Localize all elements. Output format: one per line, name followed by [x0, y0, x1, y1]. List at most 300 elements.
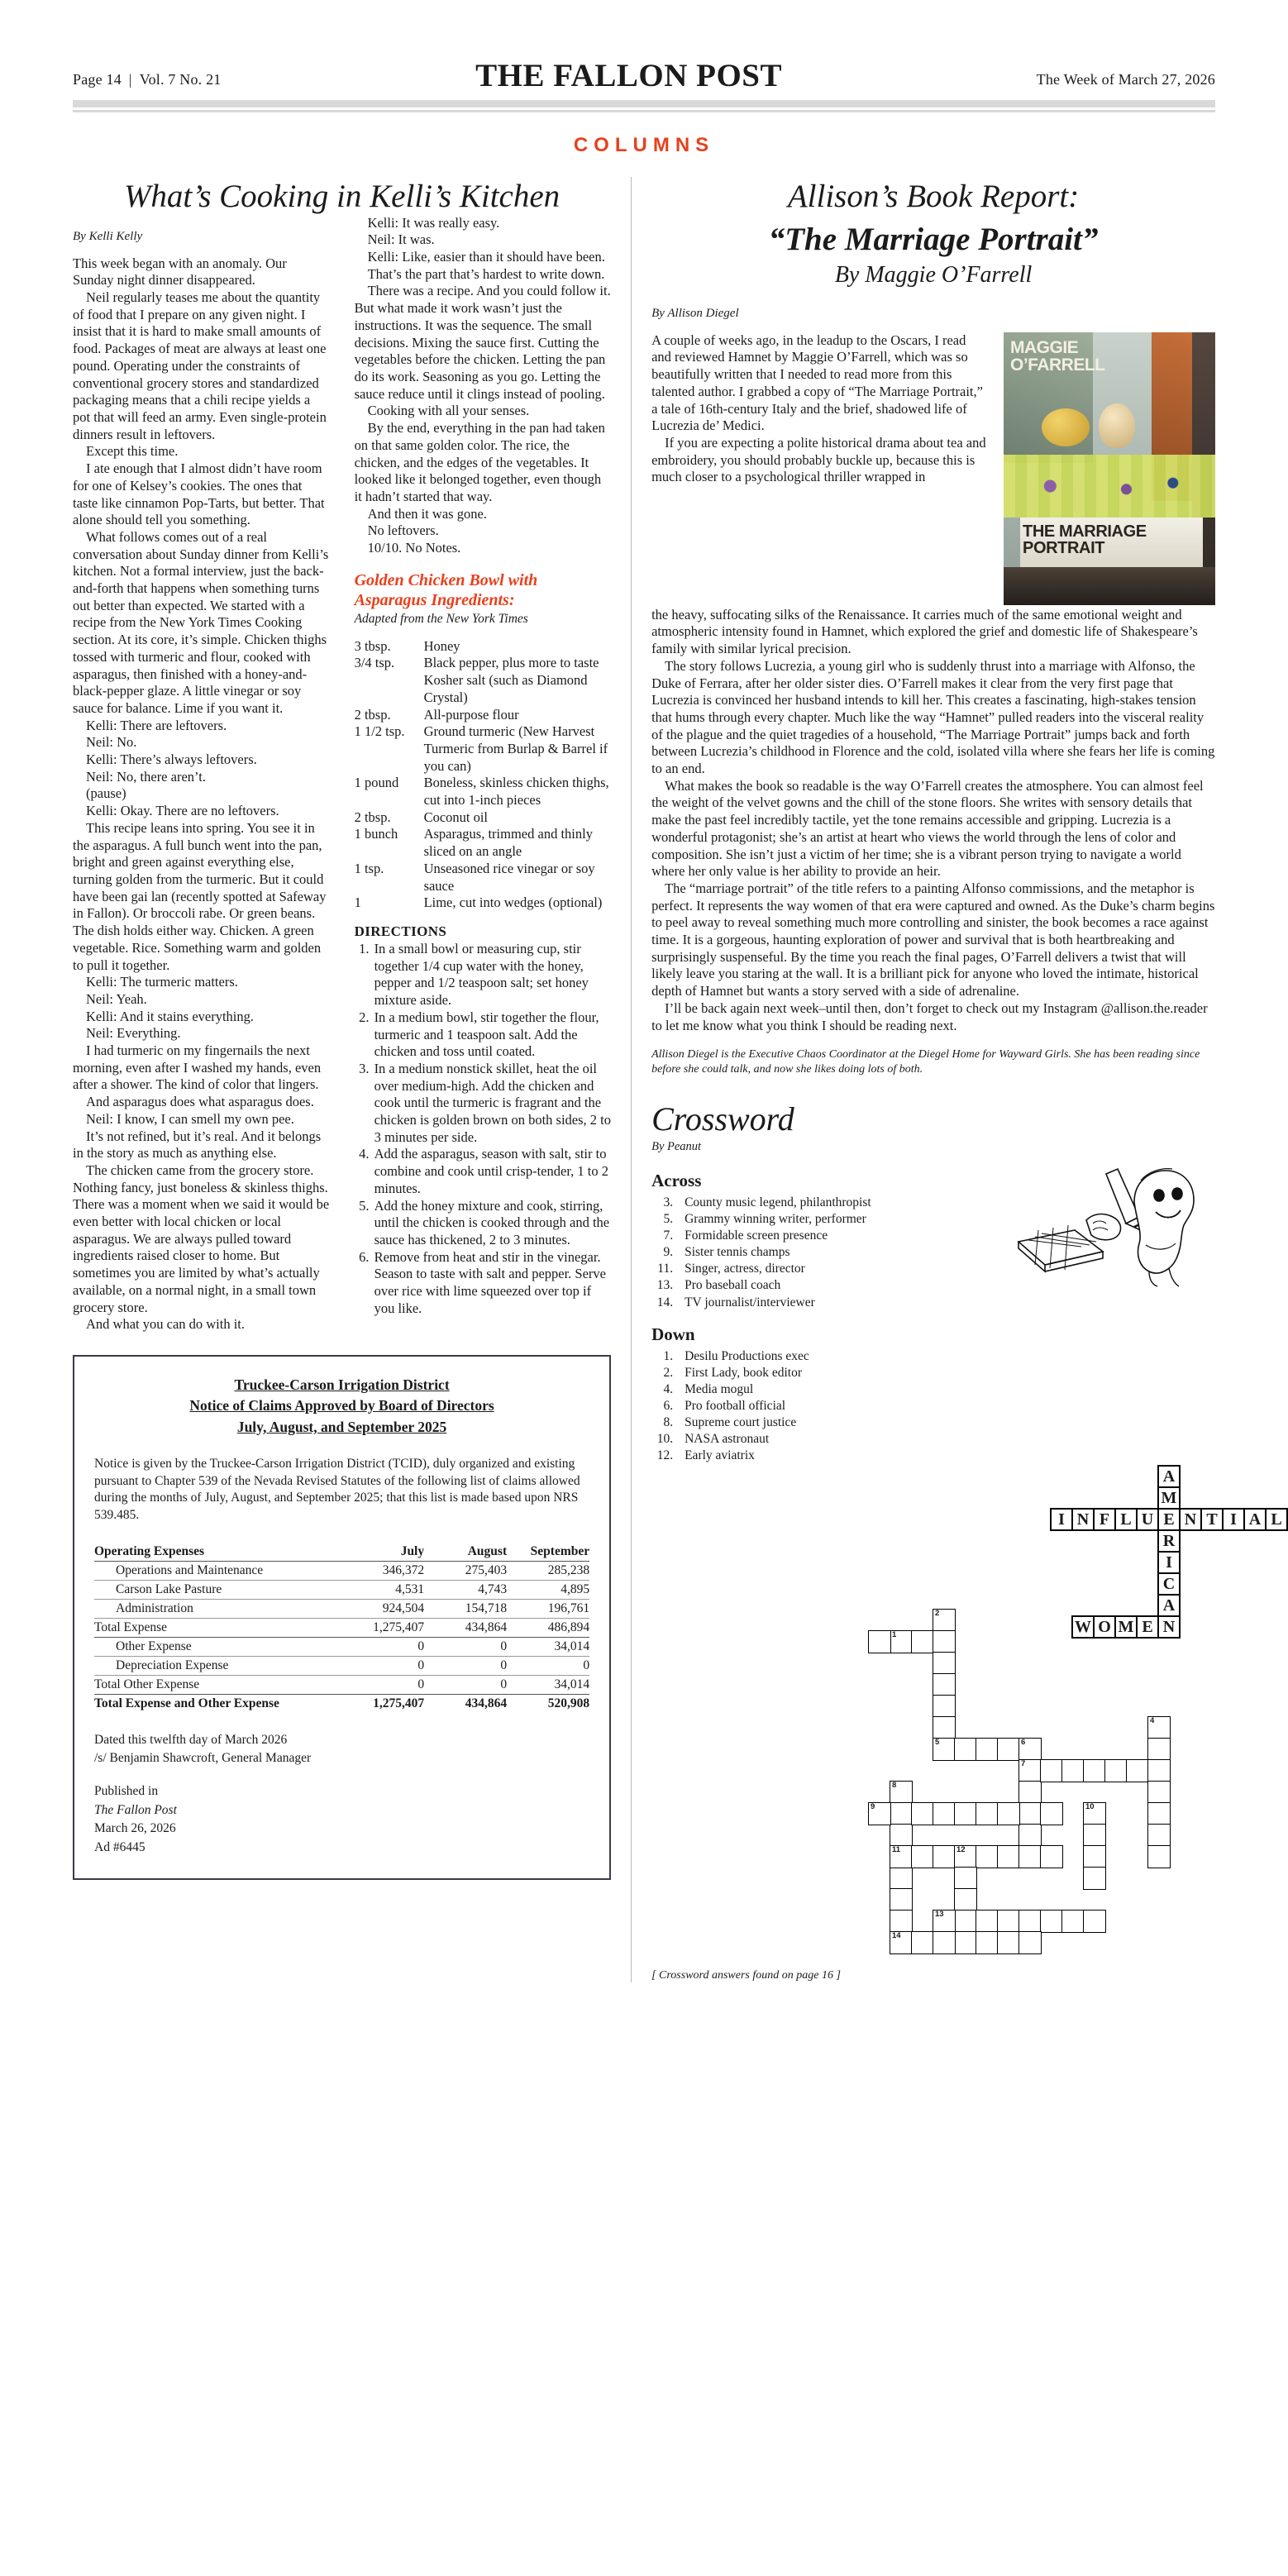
ingredient-row [355, 707, 612, 724]
recipe-title: Golden Chicken Bowl with Asparagus Ingredients: [354, 570, 538, 609]
grid-cell[interactable]: 12 [954, 1845, 977, 1868]
grid-cell-theme[interactable]: L [1265, 1508, 1288, 1531]
ingredient-item: All-purpose flour [423, 706, 519, 723]
row-value-september: 486,894 [507, 1618, 589, 1637]
clue-row [651, 1381, 999, 1398]
kitchen-paragraph: Neil: Everything. [86, 1025, 181, 1042]
book-report-author: By Maggie O’Farrell [834, 262, 1033, 289]
clue-text: Formidable screen presence [685, 1228, 828, 1243]
row-label: Other Expense [94, 1637, 341, 1656]
grid-cell-theme[interactable]: I [1157, 1551, 1181, 1574]
ingredient-row [355, 638, 612, 656]
grid-cell[interactable] [911, 1845, 934, 1868]
ingredient-amount: 2 tbsp. [354, 706, 391, 723]
cover-shell-shape [1099, 403, 1135, 448]
expenses-header-row [94, 1543, 589, 1562]
table-row [94, 1561, 589, 1580]
grid-cell[interactable] [890, 1910, 913, 1933]
ingredient-row [355, 723, 612, 775]
book-report-paragraph: What makes the book so readable is the way O’Farrell creates the atmosphere. You can almost feel the weight of the velvet gowns and the chill of the stone floors. She writes with sensory details that make the past feel incredibly tactile, yet the tone remains accessible and gripping. Lucrezia is a wonderful protagonist; she’s an artist at heart who views the world through the lens of color and composition. She isn’t just a victim of her time; she is a vibrant person trying to navigate a world where her only value is her ability to provide an heir. [651, 777, 1204, 880]
grid-cell-theme[interactable]: U [1136, 1508, 1159, 1531]
grid-cell-theme[interactable]: L [1114, 1508, 1138, 1531]
ingredient-row [355, 672, 612, 706]
grid-cell[interactable]: 10 [1083, 1802, 1106, 1825]
grid-cell[interactable] [1040, 1759, 1063, 1782]
grid-cell[interactable] [997, 1910, 1020, 1933]
grid-cell-theme[interactable]: A [1157, 1594, 1181, 1617]
grid-cell[interactable] [1147, 1802, 1171, 1825]
clue-row [651, 1431, 999, 1448]
row-value-july: 1,275,407 [341, 1618, 424, 1637]
grid-cell-theme[interactable]: T [1200, 1508, 1224, 1531]
table-row [94, 1599, 589, 1618]
book-report-paragraph: If you are expecting a polite historical drama about tea and embroidery, you should probably buckle up, because this is much closer to a psychological thriller wrapped in [651, 434, 986, 485]
grid-cell[interactable] [911, 1802, 934, 1825]
grid-cell[interactable] [997, 1845, 1020, 1868]
grid-cell-theme[interactable]: E [1136, 1615, 1159, 1639]
clue-number: 7. [663, 1228, 674, 1243]
grid-cell[interactable] [954, 1888, 977, 1911]
cover-title-text: THE MARRIAGE PORTRAIT [1023, 522, 1147, 558]
clue-row [651, 1211, 999, 1228]
grid-cell-theme[interactable]: O [1093, 1615, 1116, 1639]
grid-cell[interactable] [911, 1630, 934, 1653]
grid-cell[interactable] [1061, 1759, 1085, 1782]
ingredient-row [355, 655, 612, 672]
row-label: Depreciation Expense [94, 1656, 341, 1675]
grid-cell[interactable]: 7 [1018, 1759, 1042, 1782]
kitchen-paragraph: This recipe leans into spring. You see it in the asparagus. A full bunch went into the pan, bright and green against everything else, turning golden from the turmeric. But it could have been gai lan (recently spotted at Safeway in Fallon). Or broccoli rabe. Or green beans. The dish holds either way. Chicken. A green vegetable. Rice. Something warm and golden to pull it together. [73, 819, 327, 973]
masthead-separator: | [128, 71, 132, 88]
ingredient-item: Ground turmeric (New Harvest Turmeric from Burlap & Barrel if you can) [423, 723, 608, 774]
grid-cell-theme[interactable]: W [1071, 1615, 1095, 1639]
direction-step: 3. In a medium nonstick skillet, heat the oil over medium-high. Add the chicken and cook until the turmeric is fragrant and the chicken is golden brown on both sides, 2 to 3 minutes per side. [373, 1061, 612, 1147]
kitchen-paragraph: Kelli: And it stains everything. [86, 1008, 255, 1024]
row-value-july: 0 [341, 1675, 424, 1694]
grid-cell[interactable] [933, 1630, 956, 1653]
grid-cell[interactable] [976, 1845, 999, 1868]
clue-text: TV journalist/interviewer [685, 1295, 815, 1309]
row-value-july: 4,531 [341, 1580, 424, 1599]
grid-cell[interactable] [954, 1931, 977, 1954]
grid-cell-theme[interactable]: E [1157, 1508, 1181, 1531]
row-value-august: 154,718 [424, 1599, 507, 1618]
clue-row [651, 1348, 999, 1365]
grid-cell-theme[interactable]: N [1071, 1508, 1095, 1531]
grid-cell[interactable] [911, 1931, 934, 1954]
grid-cell[interactable] [954, 1738, 977, 1761]
notice-signer: /s/ Benjamin Shawcroft, General Manager [94, 1751, 312, 1765]
ingredient-row [355, 826, 612, 860]
grid-cell[interactable] [954, 1867, 977, 1890]
grid-cell[interactable] [933, 1673, 956, 1696]
ingredient-row [355, 861, 612, 894]
cover-floral-dots [1004, 455, 1215, 518]
kitchen-paragraph: Neil: No, there aren’t. [86, 768, 206, 785]
clue-row [651, 1365, 999, 1381]
kitchen-paragraph: I ate enough that I almost didn’t have room for one of Kelsey’s cookies. The ones that taste like cinnamon Pop-Tarts, but better. That alone should tell you something. [73, 460, 325, 528]
cover-author-text: MAGGIE O’FARRELL [1010, 337, 1105, 374]
grid-cell[interactable] [1018, 1910, 1042, 1933]
clue-text: Grammy winning writer, performer [685, 1211, 866, 1226]
row-value-september: 34,014 [507, 1637, 589, 1656]
clue-row [651, 1295, 999, 1311]
clue-number: 5. [663, 1211, 674, 1226]
row-value-july: 0 [341, 1637, 424, 1656]
book-report-paragraph: The story follows Lucrezia, a young girl who is suddenly thrust into a marriage with Alfonso, the Duke of Ferrara, after her older sister dies. O’Farrell makes it clear from the very first page that Lucrezia is convinced her husband intends to kill her. This creates a fascinating, high-stakes tension that hums through every chapter. Much like the way “Hamnet” pulled readers into the visceral reality of the plague and the quiet tragedies of a household, “The Marriage Portrait” jumps back and forth between Lucrezia’s childhood in Florence and the cold, isolated villa where she fears her life is coming to an end. [651, 657, 1215, 777]
notice-heading-line3: July, August, and September 2025 [236, 1418, 447, 1435]
masthead [73, 0, 1215, 92]
grid-cell[interactable]: 6 [1018, 1738, 1042, 1761]
crossword-grid [868, 1465, 1282, 1961]
grid-cell[interactable] [1147, 1845, 1171, 1868]
grid-cell[interactable] [1083, 1910, 1106, 1933]
kitchen-paragraph: Neil: I know, I can smell my own pee. [86, 1110, 294, 1127]
down-clue-list [651, 1348, 999, 1465]
grid-cell[interactable]: 1 [890, 1630, 913, 1653]
kitchen-paragraph: Kelli: There are leftovers. [86, 717, 227, 733]
ingredient-amount: 3/4 tsp. [354, 655, 395, 671]
row-value-august: 0 [424, 1637, 507, 1656]
grid-cell-theme[interactable]: N [1157, 1615, 1181, 1639]
book-cover-image [1004, 332, 1215, 605]
kitchen-paragraph: Neil: Yeah. [86, 990, 147, 1007]
grid-cell[interactable] [890, 1802, 913, 1825]
clue-row [651, 1448, 999, 1464]
row-label: Total Other Expense [94, 1675, 341, 1694]
kitchen-paragraph: Except this time. [86, 443, 179, 460]
grid-cell[interactable] [997, 1931, 1020, 1954]
clue-number: 2. [663, 1365, 674, 1380]
ingredient-amount: 1 1/2 tsp. [354, 723, 405, 740]
kitchen-paragraph: Neil: It was. [367, 231, 435, 248]
masthead-rule-thick [73, 100, 1215, 107]
row-value-august: 275,403 [424, 1561, 507, 1580]
clue-number: 12. [656, 1448, 674, 1463]
grid-cell[interactable]: 2 [933, 1609, 956, 1632]
grid-cell[interactable] [933, 1695, 956, 1718]
grid-cell[interactable] [933, 1845, 956, 1868]
book-report-paragraph: The “marriage portrait” of the title refers to a painting Alfonso commissions, and the metaphor is perfect. It represents the way women of that era were captured and owned. As the Duke’s charm begins to peel away to reveal something much more controlling and sinister, the book becomes a race against time. It is a gorgeous, haunting exploration of power and survival that is both heartbreaking and surprisingly suspenseful. By the time you reach the final pages, O’Farrell delivers a twist that will likely leave you staring at the wall. It is a brilliant pick for anyone who loved the intimate, historical depth of Hamnet but wants a story served with a side of adrenaline. [651, 880, 1215, 999]
grid-cell[interactable] [933, 1652, 956, 1675]
clue-number: 8. [663, 1415, 674, 1430]
page-body [73, 172, 1282, 1982]
clue-text: Sister tennis champs [685, 1245, 790, 1260]
kitchen-paragraph: No leftovers. [367, 522, 439, 539]
row-value-august: 4,743 [424, 1580, 507, 1599]
kitchen-paragraph: By the end, everything in the pan had taken on that same golden color. The rice, the chicken, and the edges of the vegetables. It looked like it belonged together, even though it hadn’t started that way. [354, 420, 605, 504]
grid-cell[interactable] [890, 1888, 913, 1911]
ingredient-item: Kosher salt (such as Diamond Crystal) [423, 672, 588, 705]
grid-cell-theme[interactable]: F [1093, 1508, 1116, 1531]
book-report-paragraph: A couple of weeks ago, in the leadup to the Oscars, I read and reviewed Hamnet by Maggie O’Farrell, which was so beautifully written that I needed to read more from this talented author. I grabbed a copy of “The Marriage Portrait,” a tale of 16th-century Italy and the brief, shadowed life of Lucrezia de’ Medici. [651, 332, 983, 434]
kitchen-paragraph: (pause) [86, 785, 126, 802]
ingredient-row [355, 775, 612, 809]
grid-cell[interactable] [868, 1630, 891, 1653]
grid-cell[interactable] [1018, 1824, 1042, 1847]
recipe-source: Adapted from the New York Times [354, 611, 528, 626]
kitchen-paragraph: Cooking with all your senses. [367, 403, 530, 419]
clue-text: Pro football official [685, 1399, 786, 1414]
clue-row [651, 1261, 999, 1277]
clue-row [651, 1228, 999, 1244]
kitchen-paragraph: And then it was gone. [367, 505, 487, 522]
row-value-september: 34,014 [507, 1675, 589, 1694]
kitchen-paragraph: Kelli: Like, easier than it should have been. [367, 249, 605, 265]
grid-cell[interactable] [1040, 1910, 1063, 1933]
grid-cell-theme[interactable]: N [1179, 1508, 1202, 1531]
kitchen-paragraph: Neil: No. [86, 734, 137, 751]
ingredients-table [355, 638, 612, 912]
issue-date: The Week of March 27, 2026 [1036, 71, 1215, 88]
grid-cell[interactable] [1083, 1845, 1106, 1868]
grid-cell-theme[interactable]: M [1157, 1486, 1181, 1510]
kitchen-paragraph: Kelli: It was really easy. [367, 214, 500, 231]
ingredient-amount: 3 tbsp. [354, 637, 391, 654]
row-label: Carson Lake Pasture [94, 1580, 341, 1599]
direction-step: 1. In a small bowl or measuring cup, stir together 1/4 cup water with the honey, pepper and 1/2 teaspoon salt; set honey mixture aside. [373, 941, 612, 1009]
clue-row [651, 1398, 999, 1414]
crossword-top-row [651, 1166, 1215, 1465]
grid-cell[interactable]: 14 [890, 1931, 913, 1954]
crossword-title: Crossword [651, 1100, 794, 1138]
kitchen-column [73, 172, 611, 1982]
cover-bottom-band [1004, 567, 1215, 605]
kitchen-paragraph: Kelli: There’s always leftovers. [86, 751, 257, 768]
clue-text: Early aviatrix [685, 1448, 755, 1463]
grid-cell[interactable] [997, 1802, 1020, 1825]
grid-cell[interactable] [890, 1824, 913, 1847]
ingredient-amount: 1 pound [354, 775, 399, 791]
book-report-intro-block [651, 332, 1215, 605]
grid-cell-theme[interactable]: A [1157, 1465, 1181, 1488]
row-value-september: 285,238 [507, 1561, 589, 1580]
crossword-answers-note: [ Crossword answers found on page 16 ] [651, 1968, 841, 1982]
notice-ad-number: Ad #6445 [94, 1839, 145, 1854]
table-row [94, 1656, 589, 1675]
ingredient-item: Black pepper, plus more to taste [423, 655, 599, 671]
book-report-column [651, 172, 1282, 1982]
row-value-september: 196,761 [507, 1599, 589, 1618]
clue-number: 3. [663, 1195, 674, 1209]
grid-cell-theme[interactable]: A [1243, 1508, 1267, 1531]
directions-heading: DIRECTIONS [354, 923, 447, 939]
across-clue-list [651, 1195, 999, 1311]
table-row-grand-total [94, 1694, 589, 1713]
grid-cell[interactable] [1018, 1931, 1042, 1954]
kitchen-paragraph: And asparagus does what asparagus does. [86, 1094, 314, 1110]
across-heading: Across [651, 1170, 702, 1190]
kitchen-paragraph: This week began with an anomaly. Our Sunday night dinner disappeared. [73, 255, 287, 289]
notice-dated: Dated this twelfth day of March 2026 [94, 1732, 288, 1747]
ingredient-item: Lime, cut into wedges (optional) [423, 894, 603, 911]
kitchen-byline: By Kelli Kelly [73, 229, 143, 243]
row-value-august: 434,864 [424, 1618, 507, 1637]
grid-cell[interactable] [1126, 1759, 1149, 1782]
down-heading: Down [651, 1324, 695, 1344]
kitchen-paragraph: Kelli: The turmeric matters. [86, 974, 238, 990]
grid-cell[interactable] [933, 1716, 956, 1739]
direction-step: 6. Remove from heat and stir in the vinegar. Season to taste with salt and pepper. Serve over rice with lime squeezed over top if you like. [373, 1249, 612, 1318]
grid-cell[interactable] [976, 1802, 999, 1825]
grid-cell-theme[interactable]: I [1050, 1508, 1073, 1531]
row-label: Total Expense and Other Expense [94, 1694, 341, 1713]
grid-cell-theme[interactable]: M [1114, 1615, 1138, 1639]
clue-text: Desilu Productions exec [685, 1348, 809, 1363]
grid-cell[interactable] [890, 1867, 913, 1890]
row-value-july: 924,504 [341, 1599, 424, 1618]
grid-cell[interactable]: 4 [1147, 1716, 1171, 1739]
col-header-category: Operating Expenses [94, 1543, 341, 1562]
grid-cell[interactable] [1018, 1781, 1042, 1804]
row-value-july: 346,372 [341, 1561, 424, 1580]
grid-cell[interactable] [954, 1910, 977, 1933]
clue-text: County music legend, philanthropist [685, 1195, 871, 1209]
clue-text: Media mogul [685, 1381, 754, 1396]
row-value-september: 0 [507, 1656, 589, 1675]
kitchen-paragraph: 10/10. No Notes. [367, 540, 461, 556]
grid-cell[interactable] [1061, 1910, 1085, 1933]
grid-cell[interactable] [1147, 1759, 1171, 1782]
kitchen-paragraph: There was a recipe. And you could follow it. But what made it work wasn’t just the instructions. It was the sequence. The small decisions. Mixing the sauce first. Cutting the vegetables before the chicken. Letting the pan do its work. Seasoning as you go. Letting the sauce reduce until it clings instead of pooling. [354, 283, 611, 402]
kitchen-paragraph: Neil regularly teases me about the quantity of food that I prepare on any given night. I insist that it is hard to make small amounts of food. Packages of meat are always at least one pound. Operating under the constraints of conventional grocery stores and standardized packaging means that a chili recipe yields a pot that will feed an army. Even single-protein dinners result in leftovers. [73, 289, 327, 442]
clue-text: NASA astronaut [685, 1432, 770, 1447]
grid-cell[interactable] [976, 1738, 999, 1761]
row-value-august: 0 [424, 1675, 507, 1694]
clue-number: 10. [656, 1432, 674, 1447]
clue-number: 11. [657, 1262, 674, 1276]
grid-cell[interactable] [1147, 1824, 1171, 1847]
notice-published-date: March 26, 2026 [94, 1821, 176, 1836]
ingredient-amount: 1 [354, 894, 361, 911]
grid-cell[interactable] [1083, 1759, 1106, 1782]
grid-cell[interactable] [1104, 1759, 1128, 1782]
volume-issue: Vol. 7 No. 21 [139, 71, 222, 88]
clue-row [651, 1414, 999, 1431]
grid-cell[interactable] [933, 1931, 956, 1954]
grid-cell[interactable] [954, 1802, 977, 1825]
row-label: Operations and Maintenance [94, 1561, 341, 1580]
notice-signature-block [94, 1731, 589, 1858]
crossword-clues [651, 1166, 999, 1465]
grid-cell[interactable] [933, 1802, 956, 1825]
clue-row [651, 1244, 999, 1261]
clue-number: 1. [663, 1348, 674, 1363]
ingredient-amount: 2 tbsp. [354, 809, 391, 825]
directions-list [355, 941, 612, 1317]
book-report-author-note: Allison Diegel is the Executive Chaos Coordinator at the Diegel Home for Wayward Girls. She has been reading since before she could talk, and now she likes doing lots of both. [651, 1048, 1200, 1076]
ingredient-row [355, 894, 612, 912]
row-label: Administration [94, 1599, 341, 1618]
clue-row [651, 1195, 999, 1211]
book-report-title: Allison’s Book Report: [787, 179, 1080, 214]
table-row [94, 1618, 589, 1637]
grid-cell[interactable] [1083, 1867, 1106, 1890]
kitchen-paragraph: The chicken came from the grocery store. Nothing fancy, just boneless & skinless thighs. There was a moment when we said it would be even better with local chicken or local asparagus. We are always pulled toward ingredients raised closer to home. But sometimes you are limited by what’s actually available, on a normal night, in a small town grocery store. [73, 1162, 330, 1315]
masthead-rule-thin [73, 110, 1215, 112]
grid-cell[interactable] [976, 1931, 999, 1954]
row-value-july: 0 [341, 1656, 424, 1675]
notice-heading-line1: Truckee-Carson Irrigation District [234, 1376, 450, 1393]
ingredient-item: Asparagus, trimmed and thinly sliced on an angle [423, 826, 593, 860]
book-report-subtitle: “The Marriage Portrait” [768, 221, 1099, 257]
grid-cell-theme[interactable]: I [1222, 1508, 1245, 1531]
clue-text: Singer, actress, director [685, 1262, 805, 1276]
grid-cell[interactable] [1018, 1845, 1042, 1868]
kitchen-paragraph: That’s the part that’s hardest to write down. [367, 265, 605, 282]
cover-fruit-shape [1042, 408, 1090, 446]
grid-cell[interactable] [1018, 1802, 1042, 1825]
grid-cell[interactable] [1040, 1845, 1063, 1868]
direction-step: 2. In a medium bowl, stir together the flour, turmeric and 1 teaspoon salt. Add the chicken and toss until coated. [373, 1009, 612, 1061]
clue-row [651, 1277, 999, 1294]
clue-text: Pro baseball coach [685, 1278, 781, 1293]
grid-cell[interactable] [1147, 1781, 1171, 1804]
col-header-september: September [507, 1543, 589, 1562]
pencil-mascot-icon [1010, 1166, 1200, 1290]
ingredient-amount: 1 tsp. [354, 860, 384, 876]
kitchen-paragraph: And what you can do with it. [86, 1316, 246, 1333]
kitchen-paragraph: What follows comes out of a real conversation about Sunday dinner from Kelli’s kitchen. Not a formal interview, just the back-and-forth that happens when something turns out better than expected. We started with a recipe from the New York Times Cooking section. At its core, it’s simple. Chicken thighs tossed with turmeric and flour, cooked with asparagus, then finished with a honey-and-black-pepper glaze. A little vinegar or soy sauce for balance. Lime if you want it. [73, 528, 329, 716]
book-report-byline: By Allison Diegel [651, 306, 739, 320]
direction-step: 5. Add the honey mixture and cook, stirring, until the chicken is cooked through and the sauce has thickened, 2 to 3 minutes. [373, 1198, 612, 1249]
notice-published-paper: The Fallon Post [94, 1802, 177, 1817]
grid-cell-theme[interactable]: R [1157, 1529, 1181, 1553]
grid-cell[interactable]: 5 [933, 1738, 956, 1761]
notice-heading-line2: Notice of Claims Approved by Board of Directors [189, 1397, 494, 1414]
clue-text: First Lady, book editor [685, 1365, 803, 1380]
kitchen-title: What’s Cooking in Kelli’s Kitchen [123, 179, 561, 214]
row-value-august: 434,864 [424, 1694, 507, 1713]
book-report-paragraph: the heavy, suffocating silks of the Renaissance. It carries much of the same emotional weight and atmospheric intensity found in Hamnet, which explored the grief and domestic life of Shakespeare’s family with similar lyrical precision. [651, 606, 1198, 657]
row-value-september: 520,908 [507, 1694, 589, 1713]
kitchen-paragraph: I had turmeric on my fingernails the next morning, even after I washed my hands, even after a shower. The kind of color that lingers. [73, 1042, 322, 1093]
expenses-table [94, 1543, 589, 1713]
notice-heading [94, 1375, 589, 1438]
row-value-august: 0 [424, 1656, 507, 1675]
table-row [94, 1580, 589, 1599]
kitchen-paragraph: It’s not refined, but it’s real. And it belongs in the story as much as anything else. [73, 1128, 322, 1162]
grid-cell[interactable] [1040, 1802, 1063, 1825]
grid-cell[interactable] [997, 1738, 1020, 1761]
grid-cell[interactable] [1147, 1738, 1171, 1761]
public-notice-box [73, 1355, 611, 1880]
book-report-paragraph: I’ll be back again next week–until then, don’t forget to check out my Instagram @allison.the.reader to let me know what you think I should be reading next. [651, 999, 1208, 1033]
ingredient-amount: 1 bunch [354, 826, 398, 842]
grid-cell[interactable]: 13 [933, 1910, 956, 1933]
clue-number: 4. [663, 1381, 674, 1396]
table-row [94, 1637, 589, 1656]
book-report-intro-text [651, 332, 989, 605]
section-label: COLUMNS [573, 134, 715, 156]
grid-cell[interactable]: 11 [890, 1845, 913, 1868]
ingredient-item: Boneless, skinless chicken thighs, cut into 1-inch pieces [423, 775, 609, 809]
clue-number: 9. [663, 1245, 674, 1260]
grid-cell-theme[interactable]: C [1157, 1572, 1181, 1596]
grid-cell[interactable]: 8 [890, 1781, 913, 1804]
grid-cell[interactable]: 9 [868, 1802, 891, 1825]
grid-cell[interactable] [976, 1910, 999, 1933]
grid-cell[interactable] [1083, 1824, 1106, 1847]
direction-step: 4. Add the asparagus, season with salt, stir to combine and cook until crisp-tender, 1 to 2 minutes. [373, 1146, 612, 1197]
crossword-byline: By Peanut [651, 1139, 702, 1153]
ingredient-item: Coconut oil [423, 809, 489, 825]
ingredient-row [355, 809, 612, 827]
notice-published-label: Published in [94, 1784, 159, 1799]
clue-number: 13. [656, 1278, 674, 1293]
masthead-left [73, 71, 221, 92]
notice-intro: Notice is given by the Truckee-Carson Irrigation District (TCID), duly organized and existing pursuant to Chapter 539 of the Nevada Revised Statutes of the following list of claims allowed during the months of July, August, and September 2025; that this list is made based upon NRS 539.485. [94, 1457, 580, 1522]
